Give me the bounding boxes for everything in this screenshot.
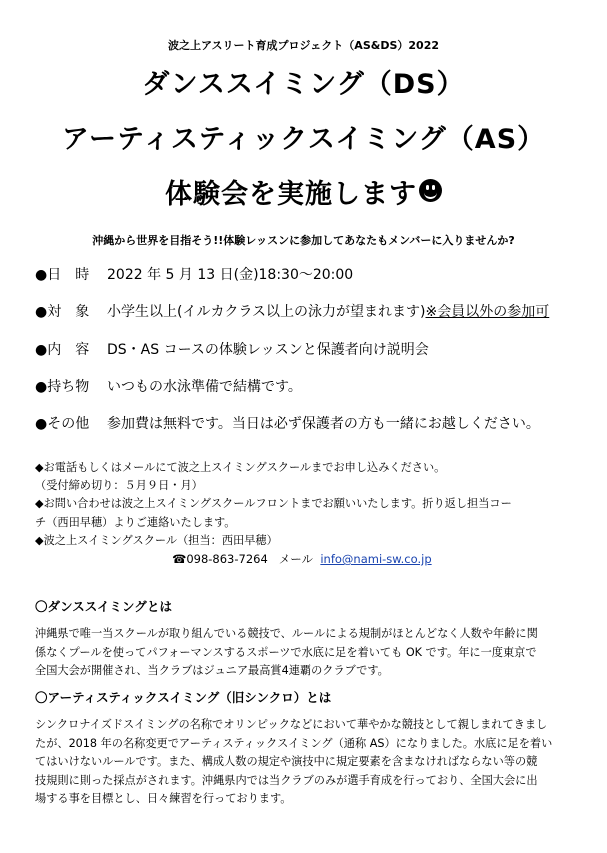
catchphrase: 沖縄から世界を目指そう!!体験レッスンに参加してあなたもメンバーに入りませんか? [92,234,515,247]
project-name: 波之上アスリート育成プロジェクト（AS&DS）2022 [167,39,440,52]
title-line-ds: ダンススイミング（DS） [142,69,465,100]
email-link[interactable]: info@nami-sw.co.jp [320,552,432,566]
title-line-event [0,172,607,211]
smiley-face-icon [419,179,442,202]
info-value: 2022 年 5 月 13 日(金)18:30～20:00 [107,267,354,283]
section-line: 沖縄県で唯一当スクールが取り組んでいる競技で、ルールによる規制がほとんどなく人数や年齢に関 [35,627,538,640]
info-value: いつもの水泳準備で結構です。 [107,379,302,395]
info-row-other [35,413,540,433]
info-value-note: ※会員以外の参加可 [425,304,550,320]
info-label: ●対 象 [35,304,90,320]
note-line: チ（西田早穂）よりご連絡いたします。 [35,515,236,529]
info-label: ●日 時 [35,267,90,283]
note-line: ◆お問い合わせは波之上スイミングスクールフロントまでお願いいたします。折り返し担当コー [35,497,512,511]
info-row-target [35,301,549,321]
application-notes [35,459,512,550]
section-line: 場する事を目標とし、日々練習を行っております。 [35,792,292,806]
info-label: ●持ち物 [35,379,90,395]
note-line: （受付締め切り：５月９日・月） [35,479,203,493]
section-line: てはいけないルールです。また、構成人数の規定や演技中に規定要素を含まなければならない等の競 [35,755,538,769]
info-value: 参加費は無料です。当日は必ず保護者の方も一緒にお越しください。 [107,416,540,432]
info-row-belongings [35,376,302,396]
section-line: 技規則に則った採点がされます。沖縄県内では当クラブのみが選手育成を行っており、全国大会に出 [35,773,538,787]
info-label: ●その他 [35,416,90,432]
section-line: 係なくプールを使ってパフォーマンスするスポーツで水底に足を着いても OK です。年に一度東京で [35,645,537,659]
title-event-text: 体験会を実施します [165,179,417,210]
phone-number: ☎098-863-7264 [172,552,268,566]
section-heading-ds: 〇ダンススイミングとは [35,599,173,614]
section-line: シンクロナイズドスイミングの名称でオリンピックなどにおいて華やかな競技として親しまれてきまし [35,718,548,731]
note-line: ◆波之上スイミングスクール（担当：西田早穂） [35,533,278,547]
info-row-date [35,264,353,284]
section-body-ds [35,625,538,681]
mail-label: メール [278,552,314,566]
info-label: ●内 容 [35,342,90,358]
note-line: ◆お電話もしくはメールにて波之上スイミングスクールまでお申し込みください。 [35,461,446,474]
title-line-as: アーティスティックスイミング（AS） [61,124,546,155]
info-value: 小学生以上(イルカクラス以上の泳力が望まれます) [107,304,426,320]
section-line: 全国大会が開催され、当クラブはジュニア最高賞4連覇のクラブです。 [35,664,389,678]
info-row-content [35,339,429,359]
section-body-as [35,716,552,809]
section-line: たが、2018 年の名称変更でアーティスティックスイミング（通称 AS）になりました。水底に足を着い [35,736,553,750]
info-value: DS・AS コースの体験レッスンと保護者向け説明会 [107,342,429,358]
section-heading-as: 〇アーティスティックスイミング（旧シンクロ）とは [35,690,332,705]
contact-line [172,551,432,567]
